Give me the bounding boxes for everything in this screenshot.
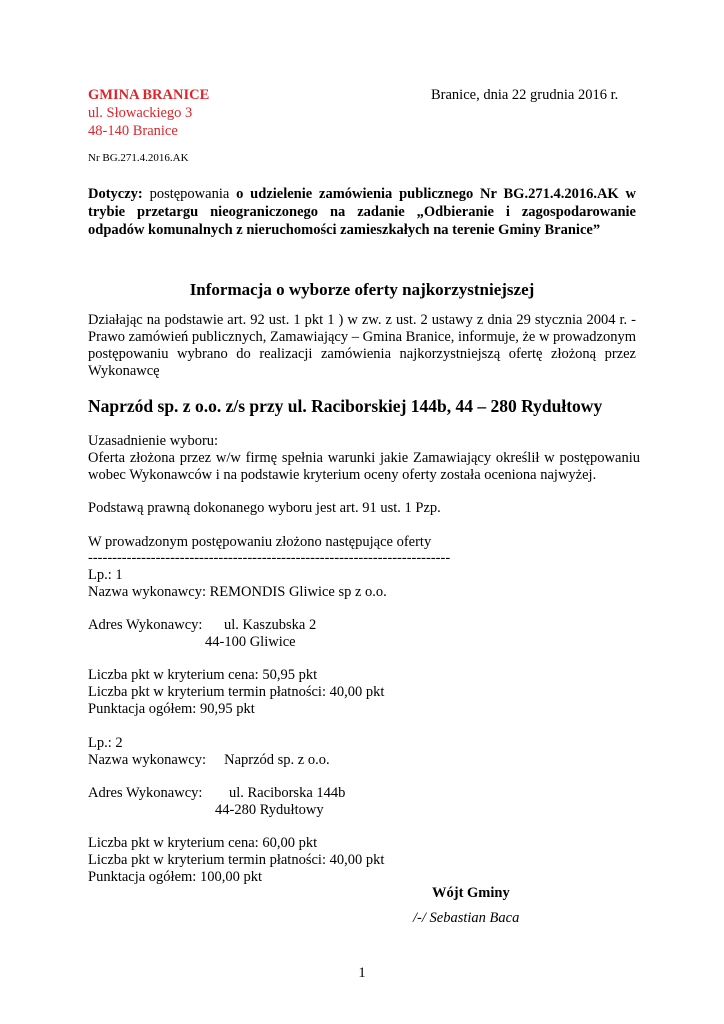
offer-1-total-points: Punktacja ogółem: 90,95 pkt [88, 701, 255, 717]
separator-line: --------------------------------------------------------------------------- [88, 550, 451, 566]
offer-2-address-street: ul. Raciborska 144b [229, 785, 346, 801]
signature-title: Wójt Gminy [432, 885, 510, 901]
offer-2-address-label: Adres Wykonawcy: [88, 785, 203, 801]
offer-1-address-label: Adres Wykonawcy: [88, 617, 203, 633]
offer-1-address-city: 44-100 Gliwice [205, 634, 296, 650]
offer-2-address-city: 44-280 Rydułtowy [215, 802, 324, 818]
offer-2-lp: Lp.: 2 [88, 735, 123, 751]
subject-paragraph [88, 185, 636, 239]
offer-2-payment-points: Liczba pkt w kryterium termin płatności: 40,00 pkt [88, 852, 385, 868]
offer-1-price-points: Liczba pkt w kryterium cena: 50,95 pkt [88, 667, 318, 683]
sender-city: 48-140 Branice [88, 123, 178, 139]
offers-intro: W prowadzonym postępowaniu złożono następujące oferty [88, 534, 432, 550]
sender-street: ul. Słowackiego 3 [88, 105, 193, 121]
justification-text: Oferta złożona przez w/w firmę spełnia warunki jakie Zamawiający określił w postępowaniu wobec Wykonawców i na podstawie kryterium oceny oferty została oceniona najwyżej. [88, 450, 640, 483]
document-heading: Informacja o wyborze oferty najkorzystniejszej [189, 280, 535, 299]
subject-bold: o udzielenie zamówienia publicznego Nr BG.271.4.2016.AK w trybie przetargu nieograniczonego na zadanie „Odbieranie i zagospodarowanie odpadów komunalnych z nieruchomości zamieszkałych na terenie Gminy Branice” [88, 186, 636, 238]
offer-2-name: Nazwa wykonawcy: Naprzód sp. z o.o. [88, 752, 330, 768]
date-line: Branice, dnia 22 grudnia 2016 r. [431, 87, 619, 103]
subject-text: postępowania [142, 186, 237, 202]
offer-1-lp: Lp.: 1 [88, 567, 123, 583]
subject-label: Dotyczy: [88, 186, 143, 202]
legal-basis: Podstawą prawną dokonanego wyboru jest art. 91 ust. 1 Pzp. [88, 500, 441, 516]
page-number: 1 [358, 965, 366, 981]
offer-1-address-street: ul. Kaszubska 2 [224, 617, 317, 633]
offer-1-payment-points: Liczba pkt w kryterium termin płatności: 40,00 pkt [88, 684, 385, 700]
justification-block [88, 433, 640, 484]
offer-2-total-points: Punktacja ogółem: 100,00 pkt [88, 869, 262, 885]
offer-1-name: Nazwa wykonawcy: REMONDIS Gliwice sp z o.o. [88, 584, 387, 600]
sender-name: GMINA BRANICE [88, 87, 210, 103]
reference-number: Nr BG.271.4.2016.AK [88, 152, 189, 164]
offer-2-price-points: Liczba pkt w kryterium cena: 60,00 pkt [88, 835, 318, 851]
intro-paragraph: Działając na podstawie art. 92 ust. 1 pkt 1 ) w zw. z ust. 2 ustawy z dnia 29 stycznia 2004 r. - Prawo zamówień publicznych, Zamawiający – Gmina Branice, informuje, że w prowadzonym postępowaniu wybrano do realizacji zamówienia najkorzystniejszą ofertę złożoną przez Wykonawcę [88, 312, 636, 379]
winner-line: Naprzód sp. z o.o. z/s przy ul. Raciborskiej 144b, 44 – 280 Rydułtowy [88, 396, 603, 416]
signature-name: /-/ Sebastian Baca [413, 910, 520, 926]
justification-label: Uzasadnienie wyboru: [88, 433, 219, 449]
sender-address [88, 87, 209, 141]
